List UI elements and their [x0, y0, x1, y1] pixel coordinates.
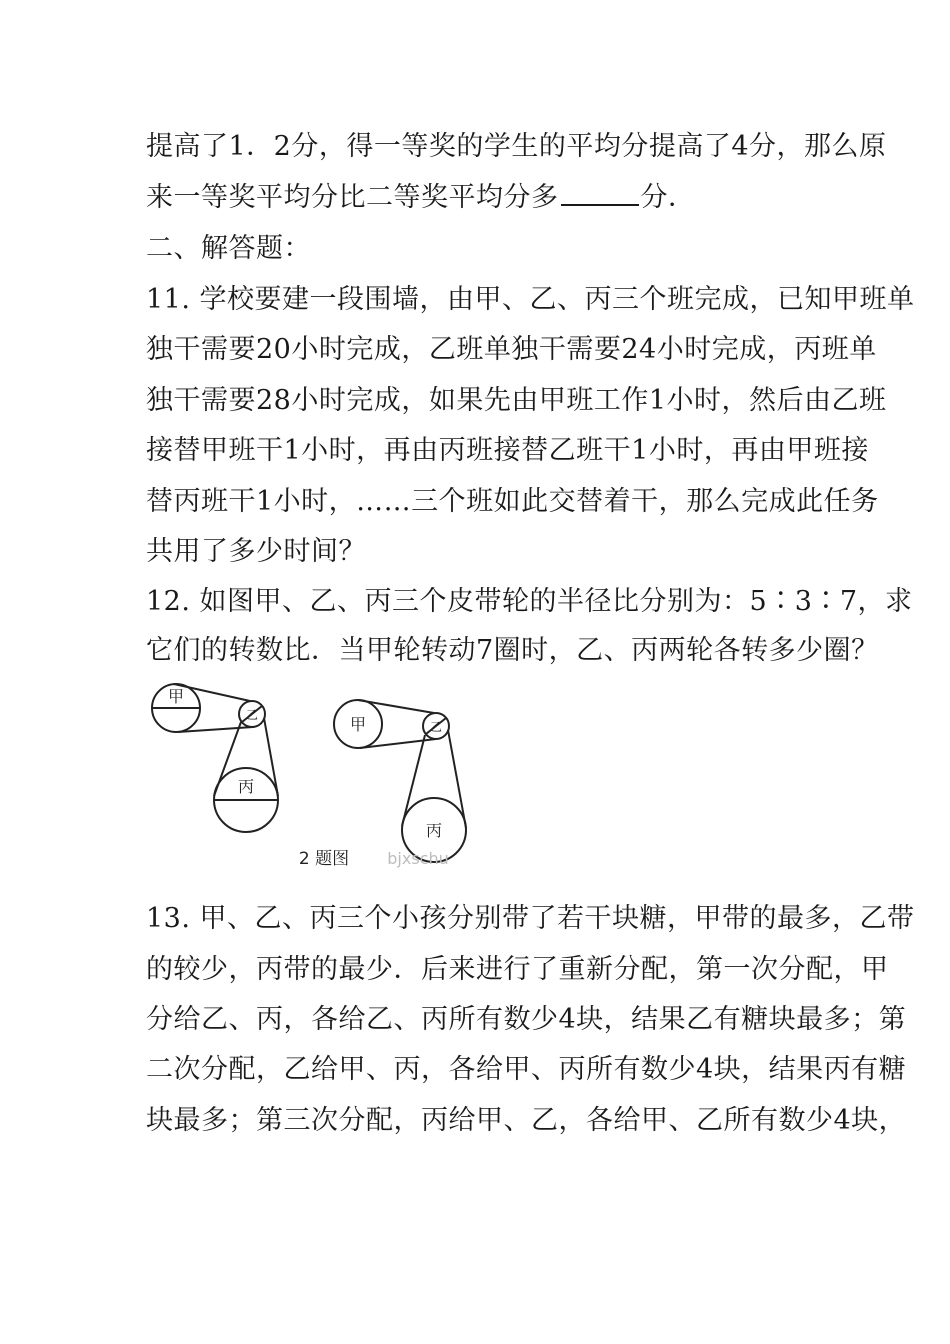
text-line-2-start: 来一等奖平均分比二等奖平均分多	[146, 182, 559, 213]
question-11-line-3: 独干需要28小时完成，如果先由甲班工作1小时，然后由乙班	[146, 385, 887, 416]
label-bing-right: 丙	[425, 821, 443, 840]
answer-blank	[561, 180, 639, 206]
question-11-line-4: 接替甲班干1小时，再由丙班接替乙班干1小时，再由甲班接	[146, 435, 869, 466]
question-13-line-2: 的较少，丙带的最少．后来进行了重新分配，第一次分配，甲	[146, 954, 889, 985]
section-heading: 二、解答题：	[146, 233, 311, 264]
question-11-line-1: 11. 学校要建一段围墙，由甲、乙、丙三个班完成，已知甲班单	[146, 284, 915, 315]
belt-top-right	[358, 700, 434, 713]
question-11-line-2: 独干需要20小时完成，乙班单独干需要24小时完成，丙班单	[146, 334, 877, 365]
figure-caption: 2 题图	[298, 849, 350, 869]
text-line-2	[146, 178, 696, 218]
pulley-diagram	[146, 678, 476, 874]
belt-top-left	[174, 684, 250, 701]
belt-down-b-right	[448, 730, 466, 828]
text-line-2-end: 分．	[640, 182, 696, 213]
label-jia-right: 甲	[349, 715, 367, 734]
belt-down-a-right	[402, 735, 425, 826]
question-13-line-4: 二次分配，乙给甲、丙，各给甲、丙所有数少4块，结果丙有糖	[146, 1054, 907, 1085]
belt-down-b-left	[264, 718, 278, 796]
label-bing-left: 丙	[237, 777, 255, 796]
belt-pulley-figure	[146, 678, 476, 874]
question-13-line-3: 分给乙、丙，各给乙、丙所有数少4块，结果乙有糖块最多；第	[146, 1004, 907, 1035]
text-line-1: 提高了1．2分，得一等奖的学生的平均分提高了4分，那么原	[146, 131, 887, 162]
question-11-line-6: 共用了多少时间？	[146, 536, 366, 567]
label-jia-left: 甲	[167, 687, 185, 706]
question-12-line-2: 它们的转数比．当甲轮转动7圈时，乙、丙两轮各转多少圈？	[146, 635, 879, 666]
question-12-line-1: 12. 如图甲、乙、丙三个皮带轮的半径比分别为：5∶3∶7，求	[146, 586, 913, 617]
question-13-line-5: 块最多；第三次分配，丙给甲、乙，各给甲、乙所有数少4块，	[146, 1105, 907, 1136]
question-13-line-1: 13. 甲、乙、丙三个小孩分别带了若干块糖，甲带的最多，乙带	[146, 903, 915, 934]
label-yi-right: 乙	[429, 720, 443, 734]
question-11-line-5: 替丙班干1小时，……三个班如此交替着干，那么完成此任务	[146, 486, 879, 517]
belt-down-a-left	[214, 722, 241, 796]
label-yi-left: 乙	[245, 708, 259, 722]
watermark-text: bjxschu	[387, 849, 449, 868]
